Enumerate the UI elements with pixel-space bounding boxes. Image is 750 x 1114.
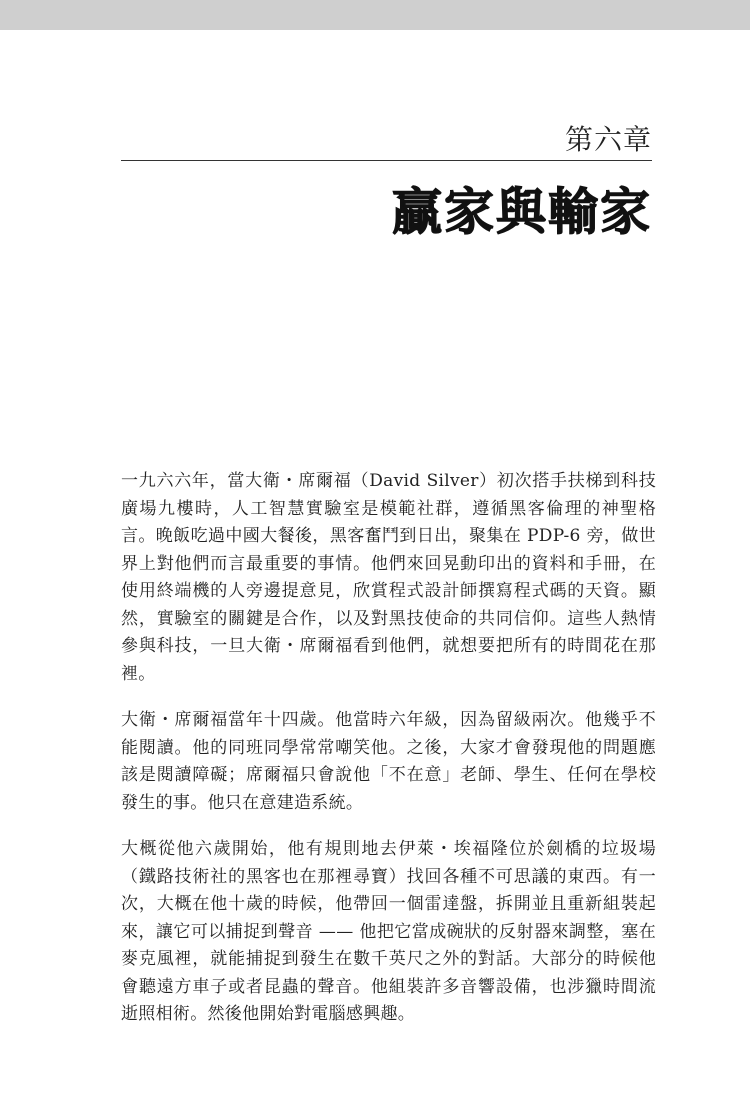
- chapter-number: 第六章: [564, 123, 652, 156]
- book-page: [0, 30, 750, 1114]
- body-text: [121, 468, 656, 1048]
- paragraph: 大衛・席爾福當年十四歲。他當時六年級，因為留級兩次。他幾乎不能閱讀。他的同班同學常常嘲笑他。之後，大家才會發現他的問題應該是閱讀障礙；席爾福只會說他「不在意」老師、學生、任何在學校發生的事。他只在意建造系統。: [121, 710, 656, 813]
- chapter-title: 贏家與輸家: [392, 183, 652, 241]
- paragraph: 大概從他六歲開始，他有規則地去伊萊・埃福隆位於劍橋的垃圾場（鐵路技術社的黑客也在那裡尋寶）找回各種不可思議的東西。有一次，大概在他十歲的時候，他帶回一個雷達盤，拆開並且重新組裝起來，讓它可以捕捉到聲音 —— 他把它當成碗狀的反射器來調整，塞在麥克風裡，就能捕捉到發生在數千英尺之外的對話。大部分的時候他會聽遠方車子或者昆蟲的聲音。他組裝許多音響設備，也涉獵時間流逝照相術。然後他開始對電腦感興趣。: [121, 839, 656, 1024]
- chapter-divider: [121, 160, 652, 161]
- paragraph: 一九六六年，當大衛・席爾福（David Silver）初次搭手扶梯到科技廣場九樓時，人工智慧實驗室是模範社群，遵循黑客倫理的神聖格言。晚飯吃過中國大餐後，黑客奮鬥到日出，聚集在 PDP-6 旁，做世界上對他們而言最重要的事情。他們來回晃動印出的資料和手冊，在使用終端機的人旁邊提意見，欣賞程式設計師撰寫程式碼的天資。顯然，實驗室的關鍵是合作，以及對黑技使命的共同信仰。這些人熱情參與科技，一旦大衛・席爾福看到他們，就想要把所有的時間花在那裡。: [121, 471, 656, 684]
- top-gray-bar: [0, 0, 750, 30]
